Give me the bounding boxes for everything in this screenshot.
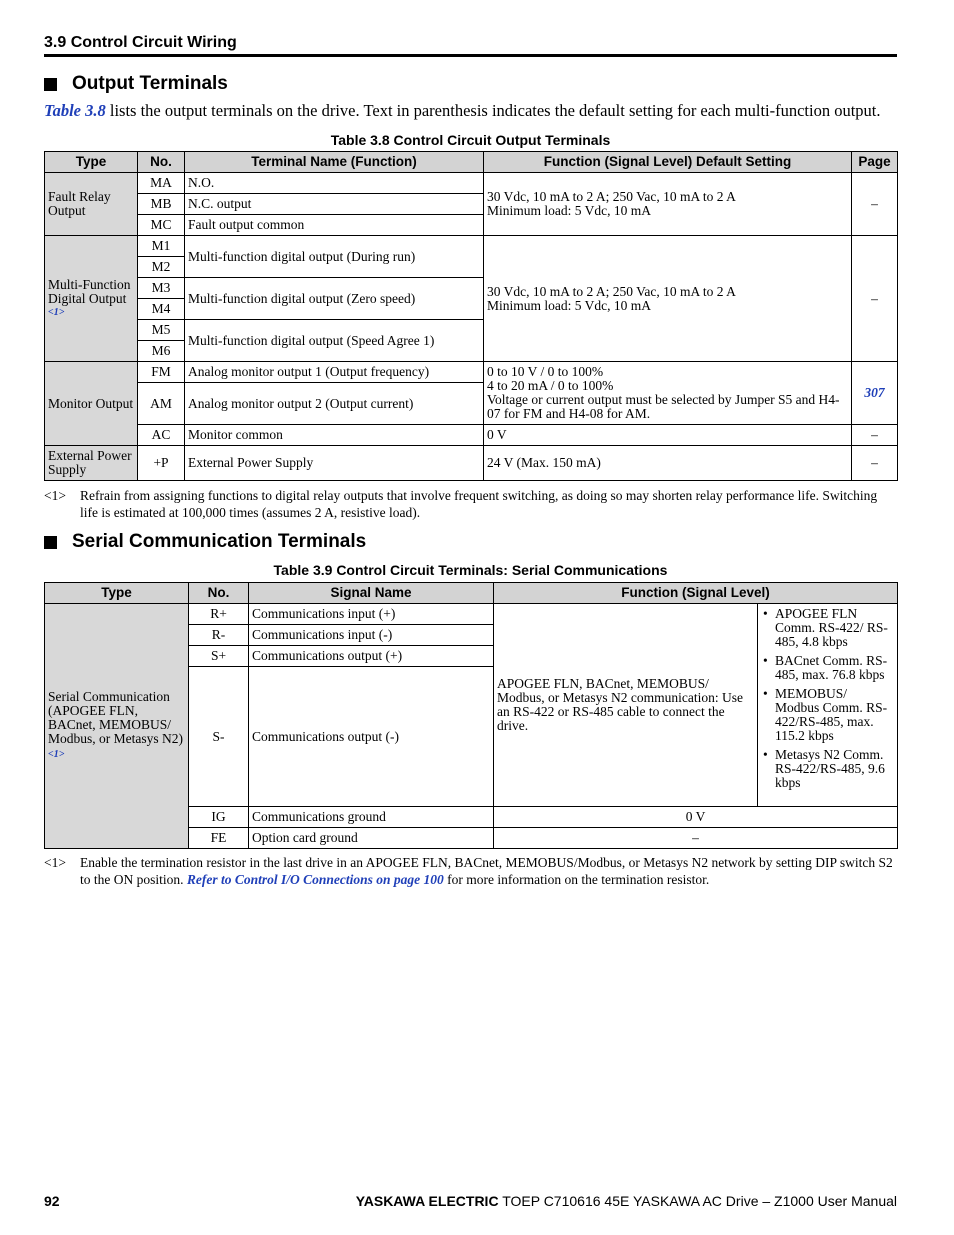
table-row	[45, 236, 898, 257]
col-terminal-name: Terminal Name (Function)	[185, 152, 484, 173]
terminal-no: M6	[138, 341, 185, 362]
col-type: Type	[45, 152, 138, 173]
serial-terminals-table	[44, 582, 898, 849]
signal-name: Communications output (+)	[249, 646, 494, 667]
terminal-no: S-	[189, 667, 249, 807]
type-cell: Multi-Function Digital Output <1>	[45, 236, 138, 362]
terminal-no: R+	[189, 604, 249, 625]
serial-terminals-heading: Serial Communication Terminals	[44, 531, 366, 553]
table-3-9-caption: Table 3.9 Control Circuit Terminals: Serial Communications	[273, 562, 668, 578]
terminal-name: External Power Supply	[185, 446, 484, 481]
footer-doc-info: YASKAWA ELECTRIC TOEP C710616 45E YASKAWA AC Drive – Z1000 User Manual	[355, 1193, 897, 1209]
terminal-no: M2	[138, 257, 185, 278]
table-3-8-link[interactable]: Table 3.8	[44, 101, 106, 120]
table-row	[45, 362, 898, 383]
table-header-row	[45, 152, 898, 173]
terminal-no: FE	[189, 828, 249, 849]
table-header-row	[45, 583, 898, 604]
footnote-ref-link[interactable]: <1>	[48, 749, 65, 760]
terminal-no: M4	[138, 299, 185, 320]
terminal-no: M5	[138, 320, 185, 341]
terminal-no: AM	[138, 383, 185, 425]
col-function: Function (Signal Level)	[494, 583, 898, 604]
section-header: 3.9 Control Circuit Wiring	[44, 34, 237, 51]
signal-name: Communications ground	[249, 807, 494, 828]
list-item: • MEMOBUS/ Modbus Comm. RS-422/RS-485, max. 115.2 kbps	[761, 687, 894, 743]
table-3-8-caption: Table 3.8 Control Circuit Output Terminals	[330, 132, 611, 148]
table-row	[45, 446, 898, 481]
footnote-ref-link[interactable]: <1>	[48, 306, 65, 318]
terminal-no: MA	[138, 173, 185, 194]
function-cell: 0 V	[494, 807, 898, 828]
page-link-307[interactable]: 307	[852, 362, 898, 425]
terminal-name: Analog monitor output 2 (Output current)	[185, 383, 484, 425]
output-terminals-heading: Output Terminals	[44, 73, 228, 95]
page-cell: –	[852, 173, 898, 236]
terminal-no: FM	[138, 362, 185, 383]
output-footnote: <1> Refrain from assigning functions to digital relay outputs that involve frequent switching, as doing so may shorten relay performance life. Switching life is estimated at 100,000 times (assumes 2 A, resistive load).	[44, 488, 878, 520]
list-item: • BACnet Comm. RS-485, max. 76.8 kbps	[761, 654, 894, 682]
terminal-no: IG	[189, 807, 249, 828]
protocol-list	[761, 607, 894, 790]
type-cell: Monitor Output	[45, 362, 138, 446]
signal-name: Communications output (-)	[249, 667, 494, 807]
function-cell: 30 Vdc, 10 mA to 2 A; 250 Vac, 10 mA to 2 A Minimum load: 5 Vdc, 10 mA	[484, 236, 852, 362]
square-bullet-icon	[44, 536, 57, 549]
terminal-name: N.O.	[185, 173, 484, 194]
header-rule	[44, 54, 897, 57]
col-page: Page	[852, 152, 898, 173]
col-function: Function (Signal Level) Default Setting	[484, 152, 852, 173]
function-desc-cell: APOGEE FLN, BACnet, MEMOBUS/ Modbus, or Metasys N2 communication: Use an RS-422 or RS-485 cable to connect the drive.	[494, 604, 758, 807]
control-io-connections-link[interactable]: Refer to Control I/O Connections on page 100	[186, 872, 444, 887]
terminal-no: MB	[138, 194, 185, 215]
square-bullet-icon	[44, 78, 57, 91]
type-cell: Fault Relay Output	[45, 173, 138, 236]
list-item: • Metasys N2 Comm. RS-422/RS-485, 9.6 kbps	[761, 748, 894, 790]
function-cell: 0 to 10 V / 0 to 100% 4 to 20 mA / 0 to 100% Voltage or current output must be selected by Jumper S5 and H4-07 for FM and H4-08 for AM.	[484, 362, 852, 425]
intro-paragraph: Table 3.8 lists the output terminals on the drive. Text in parenthesis indicates the default setting for each multi-function output.	[44, 101, 881, 120]
col-no: No.	[189, 583, 249, 604]
terminal-name: Multi-function digital output (During run)	[185, 236, 484, 278]
table-row	[45, 604, 898, 625]
terminal-no: M1	[138, 236, 185, 257]
terminal-name: N.C. output	[185, 194, 484, 215]
function-cell: –	[494, 828, 898, 849]
terminal-name: Monitor common	[185, 425, 484, 446]
function-cell: 24 V (Max. 150 mA)	[484, 446, 852, 481]
table-row	[45, 173, 898, 194]
terminal-name: Analog monitor output 1 (Output frequency)	[185, 362, 484, 383]
table-row	[45, 425, 898, 446]
output-terminals-table	[44, 151, 898, 481]
serial-footnote: <1> Enable the termination resistor in the last drive in an APOGEE FLN, BACnet, MEMOBUS/Modbus, or Metasys N2 network by setting DIP switch S2 to the ON position. Refer to Control I/O Connections on page 100 for more information on the termination resistor.	[44, 855, 893, 887]
page-cell: –	[852, 425, 898, 446]
list-item: • APOGEE FLN Comm. RS-422/ RS-485, 4.8 kbps	[761, 607, 894, 649]
terminal-no: R-	[189, 625, 249, 646]
col-signal-name: Signal Name	[249, 583, 494, 604]
terminal-no: AC	[138, 425, 185, 446]
type-cell: External Power Supply	[45, 446, 138, 481]
col-type: Type	[45, 583, 189, 604]
function-cell: 0 V	[484, 425, 852, 446]
col-no: No.	[138, 152, 185, 173]
terminal-no: MC	[138, 215, 185, 236]
terminal-name: Multi-function digital output (Speed Agree 1)	[185, 320, 484, 362]
signal-name: Communications input (+)	[249, 604, 494, 625]
signal-name: Communications input (-)	[249, 625, 494, 646]
page-cell: –	[852, 446, 898, 481]
terminal-no: S+	[189, 646, 249, 667]
signal-name: Option card ground	[249, 828, 494, 849]
terminal-name: Multi-function digital output (Zero speed)	[185, 278, 484, 320]
function-cell: 30 Vdc, 10 mA to 2 A; 250 Vac, 10 mA to 2 A Minimum load: 5 Vdc, 10 mA	[484, 173, 852, 236]
page-number: 92	[44, 1193, 60, 1209]
page-cell: –	[852, 236, 898, 362]
protocol-list-cell	[758, 604, 898, 807]
terminal-no: +P	[138, 446, 185, 481]
terminal-name: Fault output common	[185, 215, 484, 236]
terminal-no: M3	[138, 278, 185, 299]
type-cell: Serial Communication (APOGEE FLN, BACnet, MEMOBUS/ Modbus, or Metasys N2) <1>	[45, 604, 189, 849]
